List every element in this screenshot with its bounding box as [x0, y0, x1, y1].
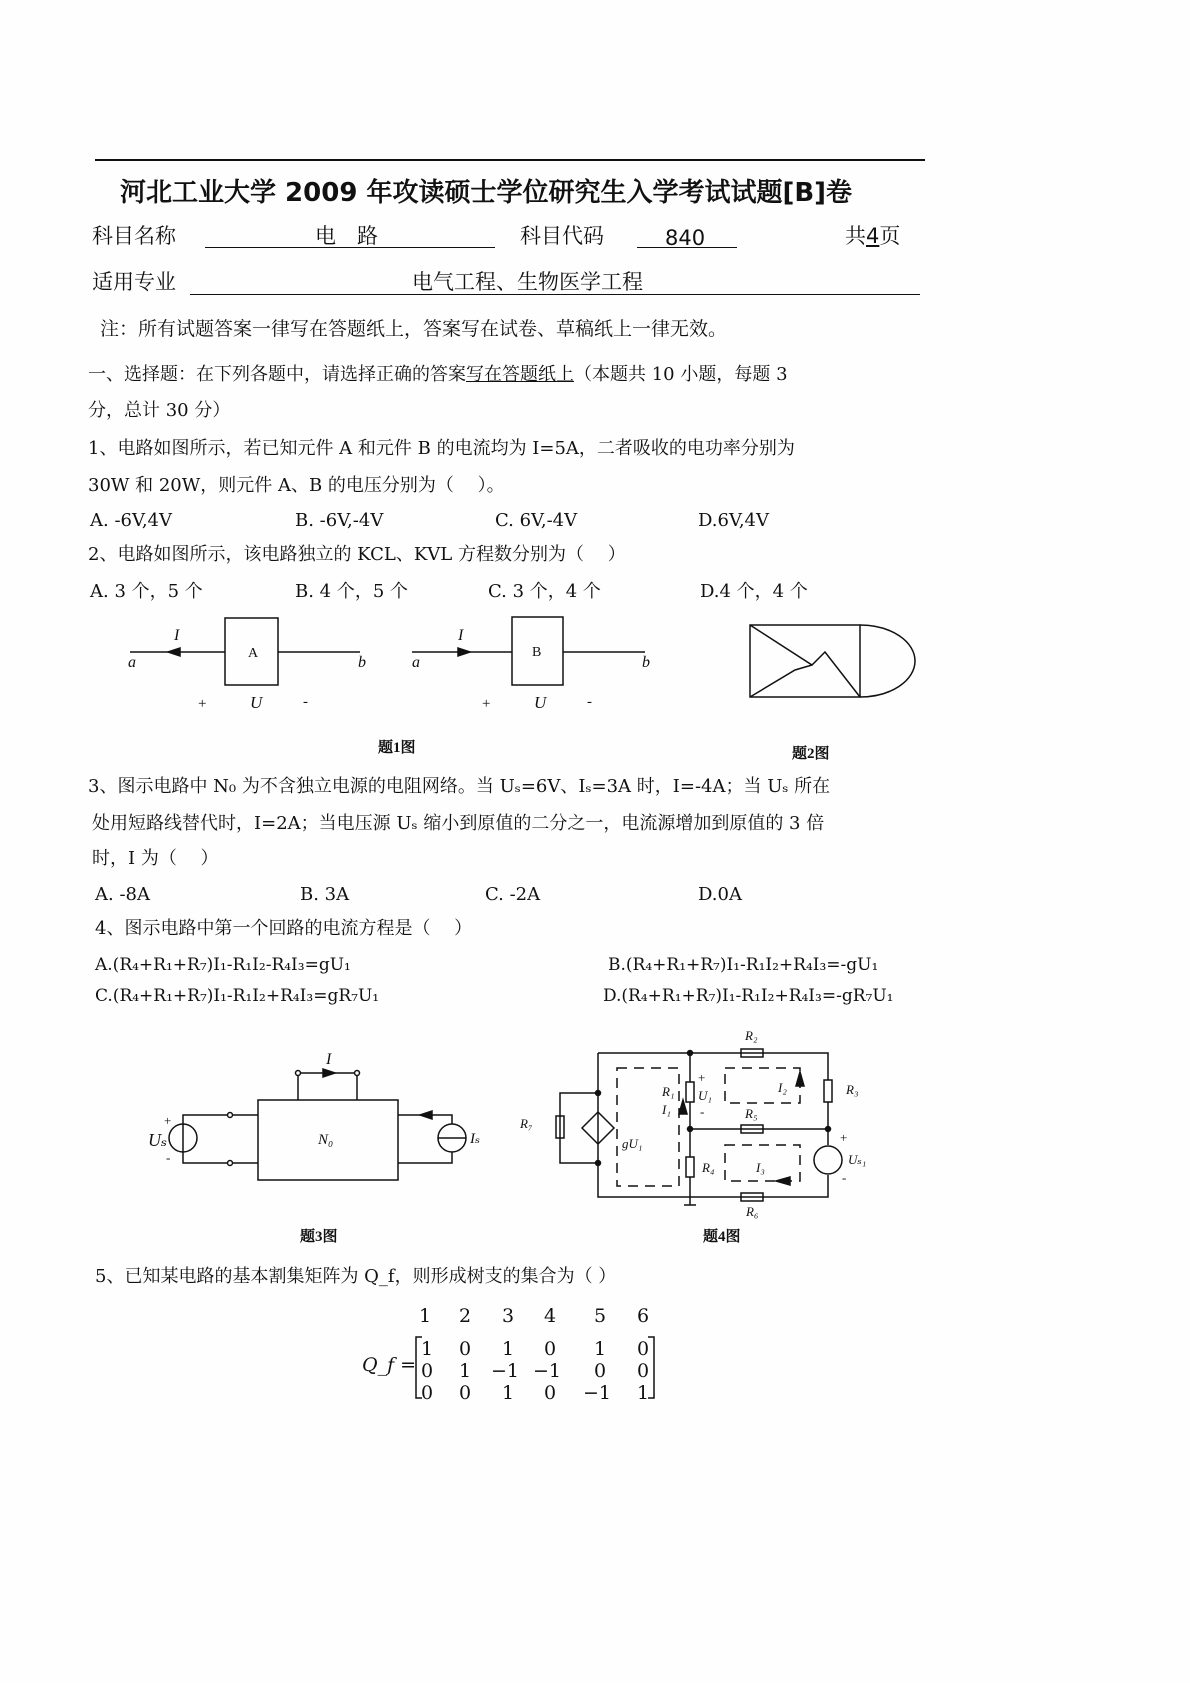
fig1-label-i2: I: [458, 627, 464, 644]
q3-option-c: C. -2A: [485, 884, 541, 905]
fig4-gu1: gU₁: [622, 1136, 643, 1151]
q3-line3: 时，I 为（ ）: [92, 848, 219, 869]
fig4-i1: I₁: [662, 1102, 671, 1117]
matrix-cell: 1: [636, 1382, 650, 1404]
q1-option-a: A. -6V,4V: [90, 510, 173, 531]
pages-suffix: 页: [879, 224, 901, 248]
matrix-col: 3: [501, 1305, 515, 1327]
fig1-label-a-elem: A: [248, 646, 259, 661]
q1-line2: 30W 和 20W，则元件 A、B 的电压分别为（ ）。: [88, 475, 505, 496]
fig4-r7: R₇: [520, 1116, 533, 1131]
fig4-caption: 题4图: [703, 1229, 741, 1245]
fig3-us: Uₛ: [148, 1130, 168, 1150]
q3-option-a: A. -8A: [95, 884, 150, 905]
intro-text-b: （本题共 10 小题，每题 3: [574, 364, 788, 385]
fig3-is: Iₛ: [470, 1131, 481, 1147]
fig4-r2: R₂: [745, 1028, 758, 1043]
q3-line2: 处用短路线替代时，I=2A；当电压源 Uₛ 缩小到原值的二分之一，电流源增加到原值的 3 倍: [92, 813, 825, 834]
pages-value: 4: [866, 224, 880, 248]
matrix-cell: 0: [593, 1360, 607, 1382]
fig4-us1-minus: -: [842, 1170, 847, 1185]
pages-prefix: 共: [845, 224, 866, 248]
fig1-node-a: a: [128, 654, 136, 671]
matrix-cell: 1: [501, 1382, 515, 1404]
major-value: 电气工程、生物医学工程: [412, 270, 643, 294]
matrix-col: 6: [636, 1305, 650, 1327]
fig4-r4: R₄: [702, 1160, 715, 1175]
q4-option-c: C.(R₄+R₁+R₇)I₁-R₁I₂+R₄I₃=gR₇U₁: [95, 986, 380, 1006]
fig1-label-b-elem: B: [532, 645, 542, 660]
fig3-circuit: [169, 1069, 466, 1180]
matrix-cell: 0: [543, 1382, 557, 1404]
matrix-cell: 0: [420, 1382, 434, 1404]
fig3-caption: 题3图: [300, 1229, 338, 1245]
fig1-minus: -: [303, 694, 308, 710]
q3-option-d: D.0A: [698, 884, 742, 905]
matrix-label: Q_f =: [362, 1354, 417, 1376]
fig2-caption: 题2图: [792, 746, 830, 762]
fig3-plus: +: [164, 1113, 172, 1128]
fig4-r3: R₃: [846, 1082, 859, 1097]
q2-line1: 2、电路如图所示，该电路独立的 KCL、KVL 方程数分别为（ ）: [88, 544, 626, 565]
q5-line1: 5、已知某电路的基本割集矩阵为 Q_f，则形成树支的集合为（ ）: [95, 1266, 617, 1287]
subject-value: 电 路: [315, 224, 378, 248]
subject-label: 科目名称: [92, 224, 176, 248]
fig4-r1: R₁: [662, 1084, 675, 1099]
fig4-u1-minus: -: [700, 1104, 705, 1119]
exam-title: 河北工业大学 2009 年攻读硕士学位研究生入学考试试题[B]卷: [120, 178, 853, 208]
matrix-cell: 1: [593, 1338, 607, 1360]
fig3-i: I: [326, 1051, 332, 1068]
q2-option-d: D.4 个，4 个: [700, 581, 808, 602]
fig4-r6: R₆: [746, 1204, 759, 1219]
q2-option-b: B. 4 个，5 个: [295, 581, 409, 602]
fig1-element-b: [412, 617, 645, 685]
matrix-cell: 0: [636, 1360, 650, 1382]
major-label: 适用专业: [92, 270, 176, 294]
matrix-col: 1: [418, 1305, 432, 1327]
fig1-node-b: b: [358, 654, 366, 671]
q4-option-b: B.(R₄+R₁+R₇)I₁-R₁I₂+R₄I₃=-gU₁: [608, 955, 879, 975]
q2-option-c: C. 3 个，4 个: [488, 581, 601, 602]
fig4-u1-plus: +: [698, 1070, 706, 1085]
fig1-node-a2: a: [412, 654, 420, 671]
matrix-cell: −1: [582, 1382, 611, 1404]
fig1-caption: 题1图: [378, 740, 416, 756]
intro-underlined: 写在答题纸上: [466, 364, 574, 385]
fig1-plus: +: [198, 696, 207, 712]
exam-note: 注：所有试题答案一律写在答题纸上，答案写在试卷、草稿纸上一律无效。: [100, 318, 728, 340]
matrix-cell: 0: [458, 1338, 472, 1360]
fig2-graph: [750, 625, 915, 697]
matrix-col: 5: [593, 1305, 607, 1327]
matrix-cell: −1: [490, 1360, 519, 1382]
q4-option-a: A.(R₄+R₁+R₇)I₁-R₁I₂-R₄I₃=gU₁: [95, 955, 351, 975]
intro-text: 一、选择题：在下列各题中，请选择正确的答案: [88, 364, 466, 385]
q4-line1: 4、图示电路中第一个回路的电流方程是（ ）: [95, 918, 473, 939]
q1-line1: 1、电路如图所示，若已知元件 A 和元件 B 的电流均为 I=5A，二者吸收的电功率分别为: [88, 438, 795, 459]
fig3-minus: -: [166, 1150, 171, 1165]
code-label: 科目代码: [520, 224, 604, 248]
matrix-cell: 1: [458, 1360, 472, 1382]
fig4-us1: Uₛ₁: [848, 1152, 867, 1167]
q1-option-b: B. -6V,-4V: [295, 510, 384, 531]
fig1-node-b2: b: [642, 654, 650, 671]
fig4-us1-plus: +: [840, 1130, 848, 1145]
fig1-element-a: [130, 618, 360, 685]
fig1-u: U: [250, 693, 263, 712]
matrix-cell: 0: [636, 1338, 650, 1360]
matrix-cell: 0: [543, 1338, 557, 1360]
q4-option-d: D.(R₄+R₁+R₇)I₁-R₁I₂+R₄I₃=-gR₇U₁: [603, 986, 894, 1006]
fig3-n0: N₀: [318, 1132, 334, 1148]
fig4-u1: U₁: [698, 1088, 712, 1103]
matrix-cell: 0: [458, 1382, 472, 1404]
matrix-col: 4: [543, 1305, 557, 1327]
fig1-plus2: +: [482, 696, 491, 712]
q1-option-c: C. 6V,-4V: [495, 510, 578, 531]
matrix-cell: 1: [501, 1338, 515, 1360]
matrix-cell: −1: [532, 1360, 561, 1382]
matrix-cell: 0: [420, 1360, 434, 1382]
q3-line1: 3、图示电路中 N₀ 为不含独立电源的电阻网络。当 Uₛ=6V、Iₛ=3A 时，I=-4A；当 Uₛ 所在: [88, 776, 831, 797]
fig4-r5: R₅: [745, 1106, 758, 1121]
fig1-label-i: I: [174, 627, 180, 644]
fig1-u2: U: [534, 693, 547, 712]
fig4-i2: I₂: [778, 1080, 787, 1095]
fig4-i3: I₃: [756, 1160, 765, 1175]
q1-option-d: D.6V,4V: [698, 510, 769, 531]
code-value: 840: [665, 226, 706, 250]
matrix-cell: 1: [420, 1338, 434, 1360]
q3-option-b: B. 3A: [300, 884, 350, 905]
q2-option-a: A. 3 个，5 个: [90, 581, 203, 602]
fig1-minus2: -: [587, 694, 592, 710]
section1-intro-cont: 分，总计 30 分）: [88, 400, 231, 421]
matrix-col: 2: [458, 1305, 472, 1327]
